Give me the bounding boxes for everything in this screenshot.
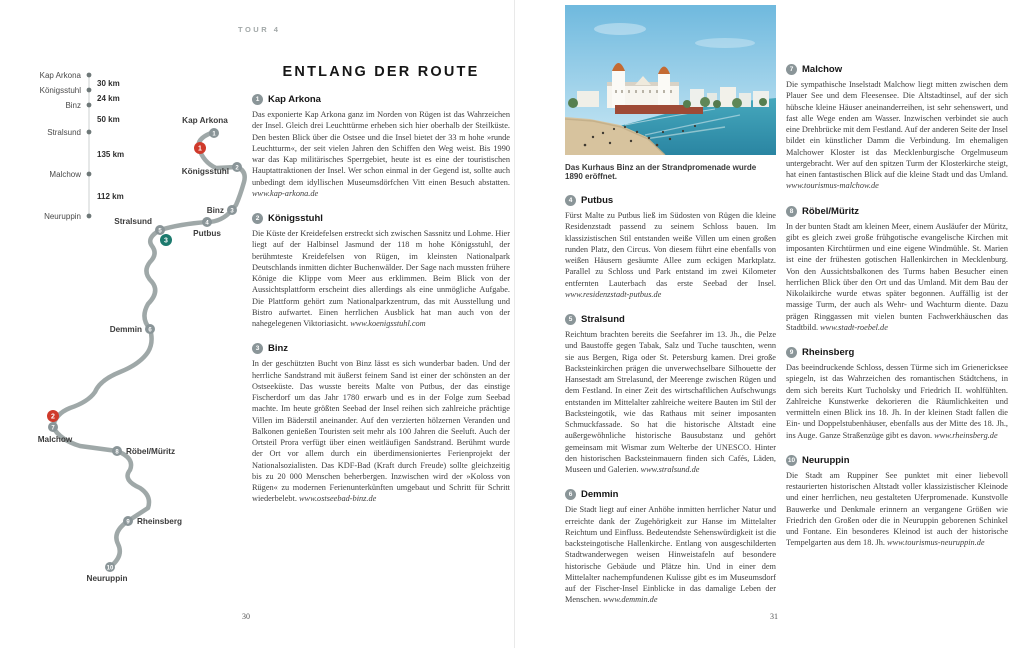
section-title: Stralsund	[581, 314, 625, 325]
svg-text:Stralsund: Stralsund	[114, 217, 152, 226]
section-malchow	[786, 64, 1008, 192]
page-number-left: 30	[242, 612, 250, 621]
section-body: Die Stadt am Ruppiner See punktet mit einer liebevoll restaurierten historischen Altstadt voller klassizistischer Kleinode und einer herrlichen, neu gestalteten Uferpromenade. Kunstvolle Bauwerke und Denkmale erinnern an vergangene Größen wie Friedrich den Großen oder die in Neuruppin geborenen Schinkel und Fontane. Ein besonderes Kleinod ist auch der historische Tempelgarten aus dem 18. Jh. www.tourismus-neuruppin.de	[786, 470, 1008, 548]
scale-stop: Königsstuhl	[39, 86, 81, 95]
section-title: Binz	[268, 343, 289, 355]
section-title: Röbel/Müritz	[802, 205, 859, 217]
section-body: Die Stadt liegt auf einer Anhöhe inmitten herrlicher Natur und erreichte dank der Zugehörigkeit zur Hanse im Mittelalter Reichtum und Einfluss. Bedeutendste Sehenswürdigkeit ist die backsteingotische Hallenkirche. Entlang von ausgeschilderten Stadtwanderwegen weisen Hinweistafeln auf besondere historische Gebäude und Plätze hin. Und in einer dem Mittelalter nachempfundenen Kulisse gibt es im Museumsdorf auf der Fischer-Insel Einblicke in das damalige Leben der Menschen. www.demmin.de	[565, 505, 776, 605]
section-neuruppin	[786, 455, 1008, 549]
photo-caption: Das Kurhaus Binz an der Strandpromenade wurde 1890 eröffnet.	[565, 163, 757, 181]
section-title: Kap Arkona	[268, 94, 321, 105]
photo-marker-3	[160, 234, 172, 246]
section-binz	[252, 343, 510, 504]
svg-text:3: 3	[230, 208, 234, 215]
map-station-binz	[207, 205, 237, 215]
section-number-badge: 7	[786, 64, 797, 75]
section-rheinsberg	[786, 347, 1008, 441]
section-body: In der geschützten Bucht von Binz lässt es sich wunderbar baden. Und der herrliche Sandstrand mit äußerst feinem Sand ist einer der schönsten an der Ostseeküste. Das wusste bereits Malte von Putbus, der das einstige Fischerdorf um das Jahr 1780 erwarb und es in der Folge zum Seebad machte. Im heute größten Seebad der Insel reihen sich zahlreiche prächtige Villen im Bäderstil aneinander. Auf den verzierten hölzernen Veranden und Balkonen genießen Touristen seit mehr als 100 Jahren die Seeluft. Auch der Ortsteil Prora verfügt über einen weitläufigen Sandstrand. Berühmt wurde der Ort vor allem durch ein überdimensioniertes Ferienprojekt der Nationalsozialisten. Das KDF-Bad (Kraft durch Freude) sollte gleichzeitig bis zu 20 000 Menschen beherbergen. Inzwischen wird der »Koloss von Rügen« zu modernen Ferienunterkünften umgebaut und Schritt für Schritt wiederbelebt. www.ostseebad-binz.de	[252, 359, 510, 504]
section-url: www.rheinsberg.de	[934, 430, 998, 440]
section-number-badge: 1	[252, 94, 263, 105]
section-body: Das beeindruckende Schloss, dessen Türme sich im Grienericksee spiegeln, ist das Wahrzeichen des romantischen Städtchens, in dem sich bereits Kurt Tucholsky und Friedrich II. wohlfühlten. Zahlreiche Kunstwerke dekorieren die Räumlichkeiten und vermitteln einen Blick ins 18. Jh. In der kleinen Stadt fallen die Ein- und Doppelstubenhäuser, ebenfalls aus der Mitte des 18. Jh., ins Auge. Ganze Straßenzüge gibt es davon. www.rheinsberg.de	[786, 363, 1008, 440]
scale-stop: Neuruppin	[44, 212, 81, 221]
svg-text:Kap Arkona: Kap Arkona	[182, 116, 228, 125]
section-url: www.tourismus-neuruppin.de	[887, 538, 985, 548]
section-number-badge: 9	[786, 347, 797, 358]
section-url: www.stralsund.de	[640, 465, 700, 474]
svg-text:Putbus: Putbus	[193, 229, 221, 238]
section-title: Neuruppin	[802, 454, 850, 466]
svg-text:6: 6	[148, 327, 152, 334]
scale-distance: 50 km	[97, 115, 120, 124]
scale-distance: 24 km	[97, 94, 120, 103]
svg-text:4: 4	[205, 220, 209, 227]
svg-text:Röbel/Müritz: Röbel/Müritz	[126, 447, 176, 456]
svg-text:Demmin: Demmin	[109, 325, 142, 334]
page-title: ENTLANG DER ROUTE	[282, 64, 480, 80]
section-kap-arkona	[252, 94, 510, 199]
section-number-badge: 8	[786, 206, 797, 217]
svg-text:2: 2	[235, 165, 239, 172]
section-body: Reichtum brachten bereits die Seefahrer im 13. Jh., die Pelze und Baustoffe gegen Tabak, Salz und Tuche tauschten, wenn sie aus Bergen, Riga oder St. Petersburg kamen. Drei große Backsteinkirchen prägen die unverwechselbare Silhouette der Hansestadt am Strelasund, der Meerenge zwischen Rügen und dem Festland. In einer Zeit des wirtschaftlichen Aufschwungs entstanden im Mittelalter zahlreiche weitere Bauten im Stil der Backsteingotik, wie das Rathaus mit seiner imposanten Schmuckfassade. So hat die historische Altstadt eine außergewöhnliche historische Bausubstanz und gehört gemeinsam mit Wismar zum Welterbe der UNESCO. Hinter den historischen Backsteinmauern finden sich Cafés, Läden, Museen und Galerien. www.stralsund.de	[565, 330, 776, 474]
svg-text:Königsstuhl: Königsstuhl	[181, 167, 229, 176]
section-putbus	[565, 195, 776, 300]
section-url: www.residenzstadt-putbus.de	[565, 289, 662, 299]
section-number-badge: 4	[565, 195, 576, 206]
section-title: Putbus	[581, 195, 614, 206]
photo-marker-2	[47, 410, 59, 422]
left-text-column	[252, 58, 510, 505]
middle-column	[565, 0, 776, 606]
scale-stop: Stralsund	[47, 128, 81, 137]
section-url: www.tourismus-malchow.de	[786, 181, 879, 191]
section-number-badge: 5	[565, 314, 576, 325]
section-url: www.demmin.de	[603, 595, 658, 605]
page-gutter	[514, 0, 515, 648]
section-number-badge: 3	[252, 343, 263, 354]
section-body: In der bunten Stadt am kleinen Meer, einem Ausläufer der Müritz, gibt es gleich zwei große frühgotische evangelische Kirchen mit imposanten Kirchtürmen und eine eigene Windmühle. St. Marien ist eine der frühesten gotischen Hallenkirchen in Mecklenburg. Von den Aussichtsbalkonen des Turms haben Besucher einen herrlichen Blick über den Ort und das Umland. Mit dem Bau der Nikolaikirche wurde etwas später begonnen. Auffällig ist der massige Turm, der auch als Wehr- und Wachturm diente. Dazu prägen Ringgassen mit vielen bunten Fachwerkhäuschen das Stadtbild. www.stadt-roebel.de	[786, 221, 1008, 332]
section-body: Die Küste der Kreidefelsen erstreckt sich zwischen Sassnitz und Lohme. Hier liegt auf der Halbinsel Jasmund der 118 m hohe Königsstuhl, der berühmteste Kreidefelsen von Rügen, im kleinsten Nationalpark Deutschlands inmitten dichter Buchenwälder. Der Sage nach mussten frühere Könige die Klippe vom Meer aus erklimmen. Beim Blick von der Aussichtsplattform erscheint dies allerdings als eine unmögliche Aufgabe. Die Plattform gehört zum Nationalparkzentrum, das mit Ausstellung und Bistro aufwartet. Einen herrlichen Ausblick hat man auch von der nahegelegenen Viktoriasicht. www.koenigsstuhl.com	[252, 229, 510, 328]
page-number-right: 31	[770, 612, 778, 621]
section-number-badge: 2	[252, 213, 263, 224]
svg-text:8: 8	[115, 449, 119, 456]
svg-text:1: 1	[198, 145, 202, 153]
svg-text:3: 3	[164, 237, 168, 245]
scale-stop: Kap Arkona	[39, 71, 81, 80]
section-number-badge: 10	[787, 456, 796, 464]
section-demmin	[565, 489, 776, 605]
tour-label: TOUR 4	[238, 25, 281, 34]
section-url: www.ostseebad-binz.de	[299, 494, 377, 504]
section-url: www.stadt-roebel.de	[820, 322, 888, 332]
section-roebel-mueritz	[786, 206, 1008, 334]
section-title: Demmin	[581, 489, 619, 501]
scale-stop: Binz	[65, 101, 81, 110]
section-body: Fürst Malte zu Putbus ließ im Südosten von Rügen die kleine Residenzstadt passend zu seinem Schloss bauen. Im klassizistischen Stil entstanden weiße Villen um einen großen runden Platz, den Circus. Von diesem führt eine ebenfalls von weißen Häusern gesäumte Allee zum eckigen Marktplatz. Parallel zu Schloss und Park entstand im zwei Kilometer entfernten Lauterbach das erste Seebad der Insel. www.residenzstadt-putbus.de	[565, 211, 776, 299]
svg-text:10: 10	[106, 565, 114, 572]
scale-distance: 135 km	[97, 150, 125, 159]
svg-text:5: 5	[158, 228, 162, 235]
photo-marker-1	[194, 142, 206, 154]
map-station-stralsund	[114, 217, 165, 235]
section-body: Das exponierte Kap Arkona ganz im Norden von Rügen ist das Wahrzeichen der Insel. Gleich drei Leuchttürme erheben sich hier oberhalb der Steilküste. Den besten Blick über die Ostsee und die Insel bietet der 33 m hohe »runde Leuchtturm«, der seit vielen Jahren den Schiffen den Weg weist. Bis 1990 war das Kap militärisches Sperrgebiet, heute ist es eine der touristischen Hauptattraktionen der Insel. Wer schon einmal in der Gegend ist, sollte auch unbedingt dem idyllischen Museumsdörfchen Vitt einen Besuch abstatten. www.kap-arkona.de	[252, 110, 510, 198]
section-koenigsstuhl	[252, 213, 510, 329]
section-body: Die sympathische Inselstadt Malchow liegt mitten zwischen dem Plauer See und dem Fleesensee. Die Altstadtinsel, auf der sich hübsche kleine Häuser aneinanderreihen, ist sehr sehenswert, und fast alle Wege enden am Wasser. Inzwischen verbindet sie auch eine Drehbrücke mit dem Festland. Auf der anderen Seite der Insel bildet ein künstlicher Damm die Verbindung. Im ehemaligen Malchower Kloster ist das Mecklenburgische Orgelmuseum untergebracht. Wer auf den spitzen Turm der Klosterkirche steigt, hat einen fantastischen Blick auf die kleine Stadt und das Umland. www.tourismus-malchow.de	[786, 80, 1008, 191]
scale-stop: Malchow	[49, 170, 81, 179]
section-title: Königsstuhl	[268, 213, 323, 224]
svg-text:9: 9	[126, 519, 130, 526]
map-station-demmin	[110, 324, 155, 334]
section-title: Malchow	[802, 64, 843, 75]
right-text-column	[786, 50, 1008, 549]
svg-text:7: 7	[51, 425, 55, 432]
section-url: www.koenigsstuhl.com	[350, 319, 426, 328]
kurhaus-binz-photo	[565, 5, 776, 155]
map-station-neuruppin	[87, 562, 128, 583]
route-line	[53, 132, 245, 567]
distance-scale	[40, 71, 125, 221]
svg-text:Malchow: Malchow	[37, 435, 73, 444]
svg-text:Rheinsberg: Rheinsberg	[137, 517, 183, 526]
section-stralsund	[565, 314, 776, 475]
svg-text:Binz: Binz	[206, 206, 224, 215]
svg-text:2: 2	[51, 413, 55, 421]
section-url: www.kap-arkona.de	[252, 188, 319, 198]
svg-text:Neuruppin: Neuruppin	[86, 574, 128, 583]
scale-distance: 30 km	[97, 79, 120, 88]
section-title: Rheinsberg	[802, 347, 855, 358]
scale-distance: 112 km	[97, 192, 124, 201]
section-number-badge: 6	[565, 489, 576, 500]
svg-text:1: 1	[212, 131, 216, 138]
